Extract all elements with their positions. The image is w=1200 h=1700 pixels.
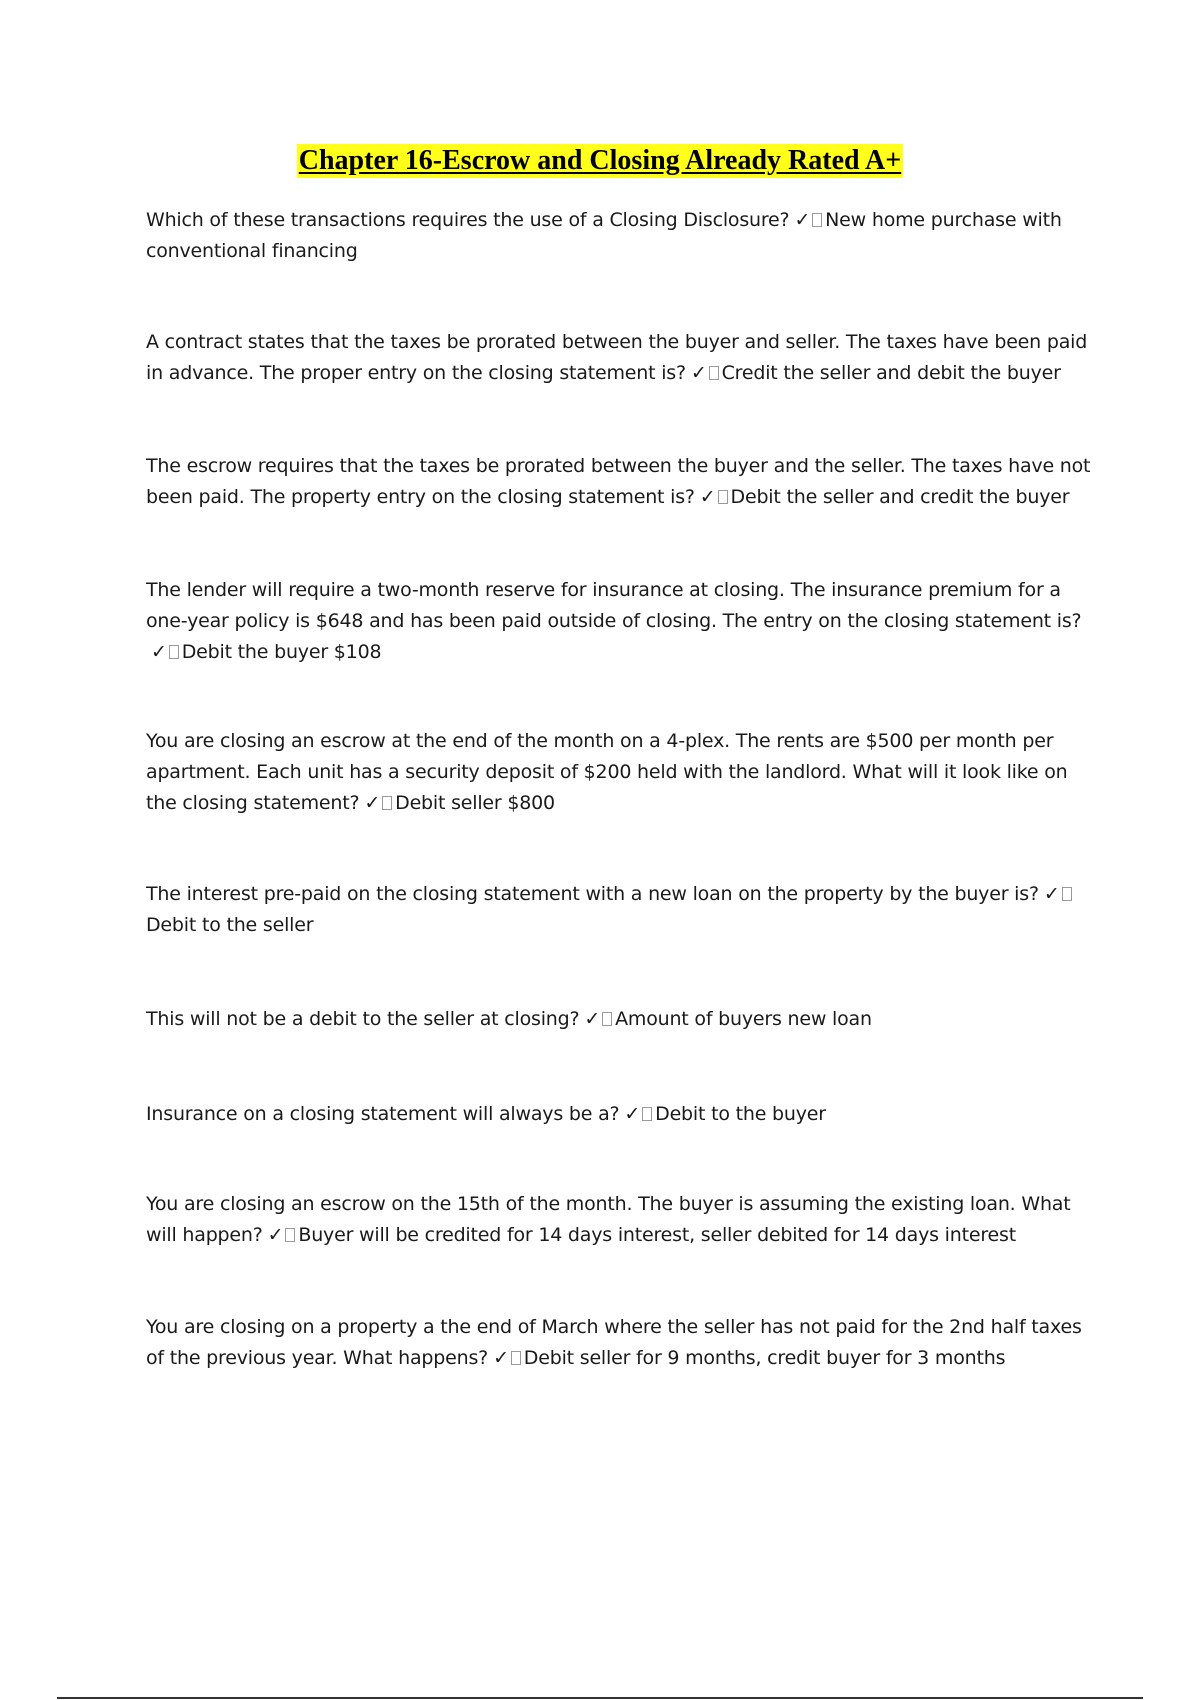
checkbox-icon [169,645,179,659]
checkbox-icon [511,1351,521,1365]
checkbox-icon [382,796,392,810]
question-text: A contract states that the taxes be prorated between the buyer and seller. The taxes have been paid in advance. The proper entry on the closing statement is? [146,331,1088,384]
answer-text: Amount of buyers new loan [615,1008,872,1030]
qa-item [146,451,1096,513]
checkbox-icon [709,366,719,380]
check-icon: ✓ [690,362,707,384]
document-title: Chapter 16-Escrow and Closing Already Rated A+ [298,145,902,176]
qa-item [146,1189,1096,1251]
question-text: You are closing an escrow at the end of the month on a 4-plex. The rents are $500 per month per apartment. Each unit has a security deposit of $200 held with the landlord. What will it look like on the closing statement? [146,730,1068,814]
answer-text: Debit seller for 9 months, credit buyer for 3 months [523,1347,1006,1369]
checkbox-icon [602,1012,612,1026]
answer-text: Credit the seller and debit the buyer [721,362,1061,384]
check-icon: ✓ [624,1103,641,1125]
question-text: Insurance on a closing statement will always be a? [146,1103,620,1125]
question-text: The interest pre-paid on the closing statement with a new loan on the property by the buyer is? [146,883,1039,905]
answer-text: Debit to the buyer [655,1103,826,1125]
answer-text: Debit the seller and credit the buyer [730,486,1070,508]
qa-item [146,1099,1096,1130]
checkbox-icon [642,1107,652,1121]
checkbox-icon [285,1228,295,1242]
qa-item [146,327,1096,389]
answer-text: New home purchase with conventional financing [146,209,1062,262]
question-text: Which of these transactions requires the use of a Closing Disclosure? [146,209,790,231]
question-text: The escrow requires that the taxes be prorated between the buyer and the seller. The taxes have not been paid. The property entry on the closing statement is? [146,455,1091,508]
checkbox-icon [718,490,728,504]
check-icon: ✓ [1043,883,1060,905]
checkbox-icon [1062,887,1072,901]
answer-text: Buyer will be credited for 14 days interest, seller debited for 14 days interest [298,1224,1016,1246]
check-icon: ✓ [584,1008,601,1030]
question-text: The lender will require a two-month reserve for insurance at closing. The insurance premium for a one-year policy is $648 and has been paid outside of closing. The entry on the closing statement is? [146,579,1082,632]
check-icon: ✓ [493,1347,509,1369]
page-bottom-divider [57,1697,1143,1699]
check-icon: ✓ [151,641,167,663]
qa-item [146,205,1096,267]
answer-text: Debit the buyer $108 [181,641,382,663]
check-icon: ✓ [267,1224,284,1246]
qa-item [146,1312,1096,1374]
question-text: You are closing on a property a the end of March where the seller has not paid for the 2nd half taxes of the previous year. What happens? [146,1316,1082,1369]
question-text: You are closing an escrow on the 15th of the month. The buyer is assuming the existing loan. What will happen? [146,1193,1071,1246]
question-text: This will not be a debit to the seller at closing? [146,1008,580,1030]
check-icon: ✓ [699,486,716,508]
title-container [0,144,1200,178]
answer-text: Debit seller $800 [395,792,555,814]
qa-item [146,879,1096,941]
checkbox-icon [812,213,822,227]
qa-item [146,1004,1096,1035]
qa-item [146,575,1096,668]
answer-text: Debit to the seller [146,914,314,936]
check-icon: ✓ [794,209,811,231]
check-icon: ✓ [364,792,381,814]
qa-item [146,726,1096,819]
